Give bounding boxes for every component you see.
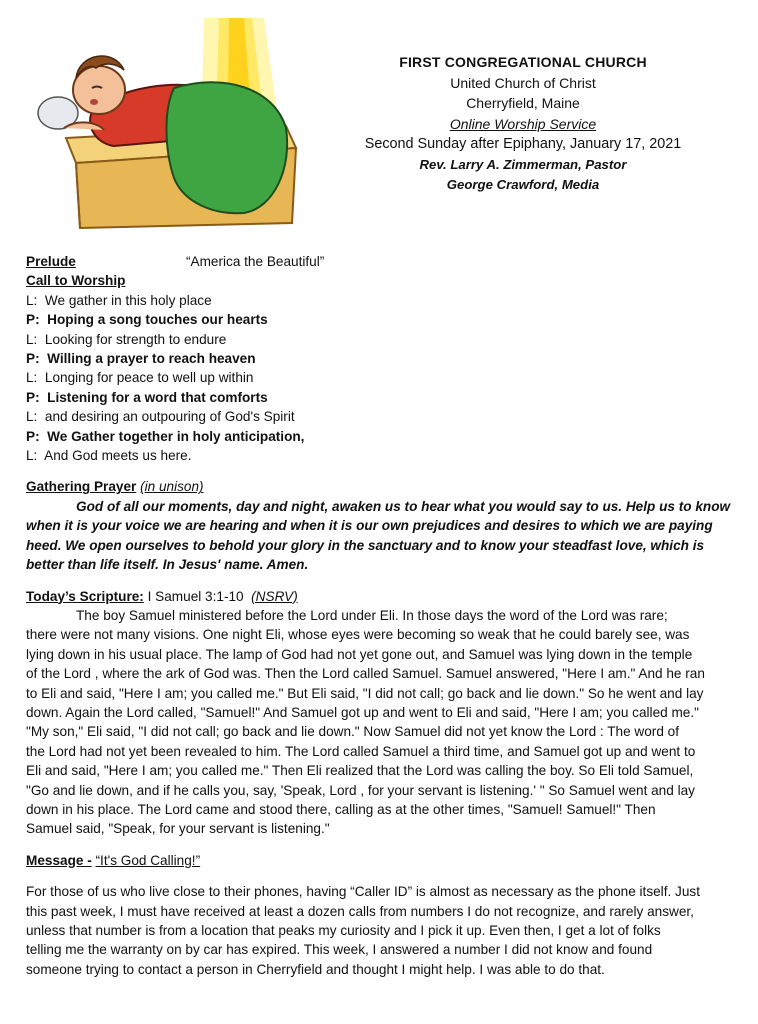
scripture-line: there were not many visions. One night Eli, whose eyes were becoming so weak that he could barely see, was <box>26 627 690 643</box>
scripture-line: down in his place. The Lord came and stood there, calling as at the other times, "Samuel! Samuel!" Then <box>26 801 656 817</box>
scripture-line: to Eli and said, "Here I am; you called me." But Eli said, "I did not call; go back and lie down." So he went and lay <box>26 685 704 701</box>
prayer-line: God of all our moments, day and night, awaken us to hear what you would say to us. Help us to know <box>76 498 731 514</box>
litany-line: P: Hoping a song touches our hearts <box>26 312 268 328</box>
sleeping-samuel-illustration <box>24 18 314 233</box>
litany-line: P: We Gather together in holy anticipation, <box>26 428 305 444</box>
church-name: FIRST CONGREGATIONAL CHURCH <box>399 54 647 70</box>
prayer-line: better than life itself. In Jesus' name. Amen. <box>26 557 309 573</box>
gathering-prayer-text <box>26 497 736 575</box>
prayer-line: when it is your voice we are hearing and when it is our own prejudices and desires to which we are paying <box>26 518 713 534</box>
gathering-prayer-note: (in unison) <box>140 479 204 495</box>
litany-line: L: We gather in this holy place <box>26 292 212 308</box>
scripture-line: down. Again the Lord called, "Samuel!" And Samuel got up and went to Eli and said, "Here I am; you called me." <box>26 704 699 720</box>
message-line: unless that number is from a location that peaks my curiosity and I pick it up. Even then, I get a lot of folks <box>26 923 661 938</box>
scripture-label: Today’s Scripture: <box>26 588 144 604</box>
church-location: Cherryfield, Maine <box>466 95 580 111</box>
gathering-prayer-label: Gathering Prayer <box>26 479 137 495</box>
scripture-line: of the Lord , where the ark of God was. Then the Lord called Samuel. Samuel answered, "Here I am." And he ran <box>26 666 705 682</box>
scripture-text <box>26 606 736 839</box>
message-line: telling me the warranty on by car has expired. This week, I answered a number I did not know and found <box>26 942 653 958</box>
litany-line: L: Longing for peace to well up within <box>26 370 254 386</box>
message-line: this past week, I must have received at least a dozen calls from numbers I do not recognize, and rarely answer, <box>26 903 694 919</box>
message-heading <box>26 851 736 870</box>
call-to-worship-heading: Call to Worship <box>26 273 126 289</box>
prelude-row <box>26 252 736 271</box>
call-to-worship-lines <box>26 291 736 466</box>
message-title: “It's God Calling!” <box>95 852 201 868</box>
scripture-line: lying down in his usual place. The lamp of God had not yet gone out, and Samuel was lying down in the temple <box>26 646 693 662</box>
service-date: Second Sunday after Epiphany, January 17, 2021 <box>364 136 682 152</box>
scripture-line: "Go and lie down, and if he calls you, say, 'Speak, Lord , for your servant is listening.' " So Samuel went and lay <box>26 782 695 798</box>
scripture-line: The boy Samuel ministered before the Lord under Eli. In those days the word of the Lord was rare; <box>76 607 668 623</box>
bulletin-header <box>330 52 716 196</box>
litany-line: P: Willing a prayer to reach heaven <box>26 351 256 367</box>
scripture-line: Eli and said, "Here I am; you called me." Then Eli realized that the Lord was calling the boy. So Eli told Samuel, <box>26 763 694 779</box>
prayer-line: heed. We open ourselves to behold your glory in the sanctuary and to know your steadfast love, which is <box>26 537 705 553</box>
scripture-line: the Lord had not yet been revealed to him. The Lord called Samuel a third time, and Samuel got up and went to <box>26 743 696 759</box>
prelude-title: “America the Beautiful” <box>186 254 325 269</box>
litany-line: P: Listening for a word that comforts <box>26 389 268 405</box>
scripture-line: Samuel said, "Speak, for your servant is listening." <box>26 821 330 837</box>
prelude-label: Prelude <box>26 254 76 269</box>
scripture-version: (NSRV) <box>251 588 298 604</box>
message-label: Message - <box>26 852 92 868</box>
litany-line: L: Looking for strength to endure <box>26 331 227 347</box>
pastor-name: Rev. Larry A. Zimmerman, Pastor <box>419 156 627 172</box>
message-line: someone trying to contact a person in Cherryfield and thought I might help. I was able to do that. <box>26 961 605 977</box>
bulletin-body <box>26 252 736 979</box>
message-text <box>26 882 736 979</box>
scripture-line: "My son," Eli said, "I did not call; go back and lie down." Now Samuel did not yet know the Lord : The word of <box>26 724 680 740</box>
message-line: For those of us who live close to their phones, having “Caller ID” is almost as necessary as the phone itself. Just <box>26 884 700 900</box>
denomination: United Church of Christ <box>450 74 596 91</box>
media-credit: George Crawford, Media <box>446 177 600 192</box>
gathering-prayer-heading <box>26 477 736 496</box>
scripture-reference: I Samuel 3:1-10 <box>147 588 244 604</box>
litany-line: L: and desiring an outpouring of God's Spirit <box>26 409 295 425</box>
scripture-heading <box>26 587 736 606</box>
litany-line: L: And God meets us here. <box>26 448 192 464</box>
service-title: Online Worship Service <box>449 115 597 132</box>
